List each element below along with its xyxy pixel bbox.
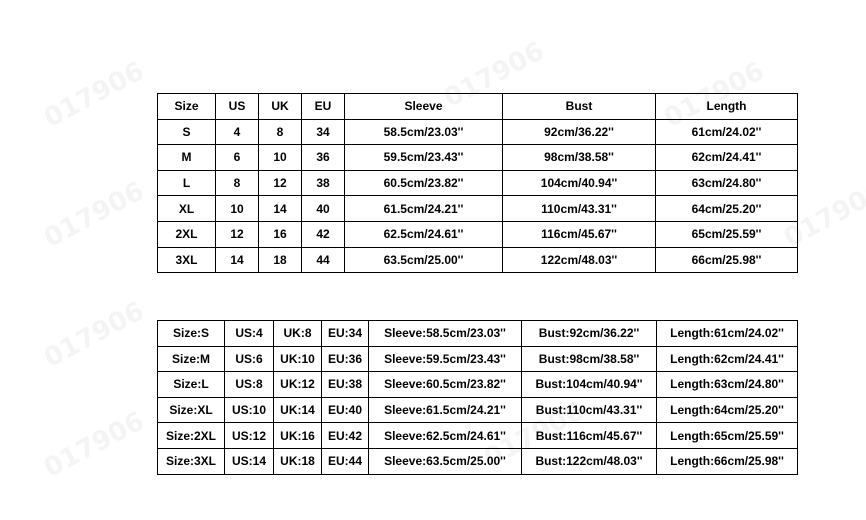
table-cell: Size:S (158, 321, 225, 347)
table-cell: 110cm/43.31'' (503, 196, 656, 222)
header-cell: Length (656, 94, 798, 120)
table-cell: 116cm/45.67'' (503, 221, 656, 247)
table-header-row (158, 94, 798, 120)
table-cell: 6 (216, 145, 259, 171)
table-cell: 10 (216, 196, 259, 222)
table-row (158, 321, 798, 347)
table-cell: L (158, 170, 216, 196)
table-cell: 16 (259, 221, 302, 247)
table-cell: Bust:104cm/40.94'' (522, 372, 657, 398)
header-cell: Size (158, 94, 216, 120)
table-cell: 98cm/38.58'' (503, 145, 656, 171)
table-cell: Sleeve:58.5cm/23.03'' (369, 321, 522, 347)
watermark (39, 296, 149, 373)
table-cell: 65cm/25.59'' (656, 221, 798, 247)
table-cell: US:4 (225, 321, 274, 347)
table-cell: EU:40 (322, 397, 369, 423)
table-cell: 12 (259, 170, 302, 196)
table-cell: EU:34 (322, 321, 369, 347)
table-cell: Size:M (158, 346, 225, 372)
table-cell: Sleeve:61.5cm/24.21'' (369, 397, 522, 423)
table-cell: EU:36 (322, 346, 369, 372)
table-cell: Size:2XL (158, 423, 225, 449)
table-row (158, 145, 798, 171)
table-cell: 92cm/36.22'' (503, 119, 656, 145)
watermark (39, 406, 149, 483)
watermark (39, 56, 149, 133)
table-row (158, 346, 798, 372)
table-cell: UK:12 (274, 372, 322, 398)
table-cell: EU:42 (322, 423, 369, 449)
table-cell: 12 (216, 221, 259, 247)
table-cell: 8 (216, 170, 259, 196)
table-cell: Bust:116cm/45.67'' (522, 423, 657, 449)
table-cell: Sleeve:59.5cm/23.43'' (369, 346, 522, 372)
table-cell: 18 (259, 247, 302, 273)
table-cell: 40 (302, 196, 345, 222)
table-cell: 10 (259, 145, 302, 171)
table-cell: Length:62cm/24.41'' (657, 346, 798, 372)
table-cell: Sleeve:60.5cm/23.82'' (369, 372, 522, 398)
table-row (158, 119, 798, 145)
table-cell: 34 (302, 119, 345, 145)
table-cell: Bust:110cm/43.31'' (522, 397, 657, 423)
table-cell: 62.5cm/24.61'' (345, 221, 503, 247)
table-row (158, 247, 798, 273)
table-cell: UK:18 (274, 448, 322, 474)
table-cell: US:8 (225, 372, 274, 398)
header-cell: US (216, 94, 259, 120)
table-cell: 60.5cm/23.82'' (345, 170, 503, 196)
table-cell: 64cm/25.20'' (656, 196, 798, 222)
table-cell: 66cm/25.98'' (656, 247, 798, 273)
table-cell: 36 (302, 145, 345, 171)
table-cell: Bust:98cm/38.58'' (522, 346, 657, 372)
table-cell: Size:L (158, 372, 225, 398)
table-cell: 61cm/24.02'' (656, 119, 798, 145)
table-cell: M (158, 145, 216, 171)
table-cell: 104cm/40.94'' (503, 170, 656, 196)
table-cell: Sleeve:62.5cm/24.61'' (369, 423, 522, 449)
table-cell: Size:XL (158, 397, 225, 423)
table-cell: Length:66cm/25.98'' (657, 448, 798, 474)
table-row (158, 448, 798, 474)
table-row (158, 423, 798, 449)
table-cell: Size:3XL (158, 448, 225, 474)
table-row (158, 196, 798, 222)
table-cell: 14 (216, 247, 259, 273)
table-cell: Length:64cm/25.20'' (657, 397, 798, 423)
table-cell: 3XL (158, 247, 216, 273)
table-cell: 2XL (158, 221, 216, 247)
table-cell: S (158, 119, 216, 145)
table-cell: 8 (259, 119, 302, 145)
table-cell: UK:8 (274, 321, 322, 347)
table-row (158, 170, 798, 196)
table-cell: 62cm/24.41'' (656, 145, 798, 171)
table-cell: UK:10 (274, 346, 322, 372)
table-cell: Sleeve:63.5cm/25.00'' (369, 448, 522, 474)
size-chart-table (157, 93, 798, 273)
table-row (158, 397, 798, 423)
table-cell: US:14 (225, 448, 274, 474)
header-cell: EU (302, 94, 345, 120)
table-cell: 42 (302, 221, 345, 247)
table-row (158, 221, 798, 247)
table-cell: UK:14 (274, 397, 322, 423)
header-cell: Sleeve (345, 94, 503, 120)
header-cell: Bust (503, 94, 656, 120)
table-cell: 44 (302, 247, 345, 273)
table-row (158, 372, 798, 398)
table-cell: US:10 (225, 397, 274, 423)
table-cell: Length:65cm/25.59'' (657, 423, 798, 449)
size-chart-body (158, 94, 798, 273)
table-cell: EU:44 (322, 448, 369, 474)
table-cell: 63.5cm/25.00'' (345, 247, 503, 273)
size-chart-labeled-body (158, 321, 798, 475)
table-cell: EU:38 (322, 372, 369, 398)
table-cell: 4 (216, 119, 259, 145)
watermark (39, 176, 149, 253)
table-cell: Bust:122cm/48.03'' (522, 448, 657, 474)
table-cell: UK:16 (274, 423, 322, 449)
table-cell: Bust:92cm/36.22'' (522, 321, 657, 347)
table-cell: US:12 (225, 423, 274, 449)
table-cell: Length:63cm/24.80'' (657, 372, 798, 398)
table-cell: 58.5cm/23.03'' (345, 119, 503, 145)
header-cell: UK (259, 94, 302, 120)
table-cell: 122cm/48.03'' (503, 247, 656, 273)
table-cell: 59.5cm/23.43'' (345, 145, 503, 171)
table-cell: 14 (259, 196, 302, 222)
table-cell: US:6 (225, 346, 274, 372)
table-cell: 61.5cm/24.21'' (345, 196, 503, 222)
table-cell: 38 (302, 170, 345, 196)
table-cell: Length:61cm/24.02'' (657, 321, 798, 347)
size-chart-labeled-table (157, 320, 798, 475)
table-cell: XL (158, 196, 216, 222)
table-cell: 63cm/24.80'' (656, 170, 798, 196)
